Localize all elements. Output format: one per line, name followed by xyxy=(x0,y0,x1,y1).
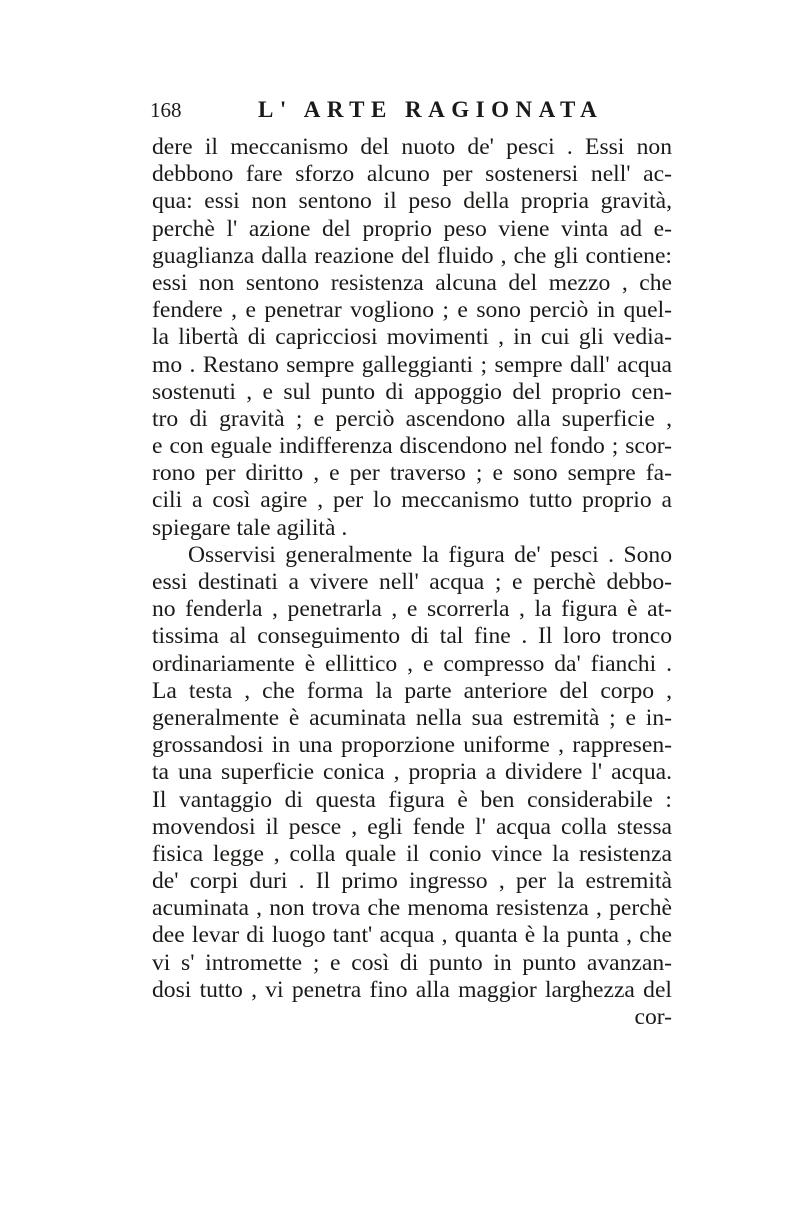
text-line: ordinariamente è ellittico , e compresso da' fianchi . xyxy=(152,650,672,677)
text-line: qua: essi non sentono il peso della propria gravità, xyxy=(152,188,672,215)
body-text xyxy=(152,134,672,1031)
text-line: de' corpi duri . Il primo ingresso , per la estremità xyxy=(152,868,672,895)
text-line: cili a così agire , per lo meccanismo tutto proprio a xyxy=(152,487,672,514)
text-line: guaglianza dalla reazione del fluido , che gli contiene: xyxy=(152,242,672,269)
text-line: tissima al conseguimento di tal fine . Il loro tronco xyxy=(152,623,672,650)
text-line: no fenderla , penetrarla , e scorrerla , la figura è at- xyxy=(152,596,672,623)
text-line: movendosi il pesce , egli fende l' acqua colla stessa xyxy=(152,813,672,840)
text-line: dere il meccanismo del nuoto de' pesci . Essi non xyxy=(152,134,672,160)
page-header xyxy=(150,96,650,124)
text-line: La testa , che forma la parte anteriore del corpo , xyxy=(152,677,672,704)
text-line: essi destinati a vivere nell' acqua ; e perchè debbo- xyxy=(152,569,672,595)
text-line: rono per diritto , e per traverso ; e sono sempre fa- xyxy=(152,460,672,487)
text-line: Il vantaggio di questa figura è ben considerabile : xyxy=(152,786,672,813)
text-line: dosi tutto , vi penetra fino alla maggior larghezza del xyxy=(152,976,672,1003)
text-line: generalmente è acuminata nella sua estremità ; e in- xyxy=(152,704,672,731)
text-line: ta una superficie conica , propria a dividere l' acqua. xyxy=(152,759,672,786)
text-line: la libertà di capricciosi movimenti , in cui gli vedia- xyxy=(152,324,672,351)
text-line: perchè l' azione del proprio peso viene vinta ad e- xyxy=(152,215,672,242)
text-line: tro di gravità ; e perciò ascendono alla superficie , xyxy=(152,405,672,432)
text-line: fisica legge , colla quale il conio vince la resistenza xyxy=(152,840,672,867)
text-line: grossandosi in una proporzione uniforme , rappresen- xyxy=(152,732,672,759)
text-line: debbono fare sforzo alcuno per sostenersi nell' ac- xyxy=(152,161,672,188)
text-line: acuminata , non trova che menoma resistenza , perchè xyxy=(152,895,672,922)
text-line: sostenuti , e sul punto di appoggio del proprio cen- xyxy=(152,378,672,405)
page-number: 168 xyxy=(150,98,182,122)
text-line: dee levar di luogo tant' acqua , quanta è la punta , che xyxy=(152,922,672,949)
text-line-paragraph-end: spiegare tale agilità . xyxy=(152,514,348,541)
text-line: essi non sentono resistenza alcuna del mezzo , che xyxy=(152,269,672,296)
text-line: e con eguale indifferenza discendono nel fondo ; scor- xyxy=(152,433,672,460)
catchword: cor- xyxy=(634,1004,672,1030)
text-line: mo . Restano sempre galleggianti ; sempre dall' acqua xyxy=(152,351,672,378)
text-line: fendere , e penetrar vogliono ; e sono perciò in quel- xyxy=(152,297,672,324)
running-title: L' ARTE RAGIONATA xyxy=(258,97,604,122)
text-line: vi s' intromette ; e così di punto in punto avanzan- xyxy=(152,949,672,976)
text-line-paragraph-start: Osservisi generalmente la figura de' pesci . Sono xyxy=(188,541,672,568)
